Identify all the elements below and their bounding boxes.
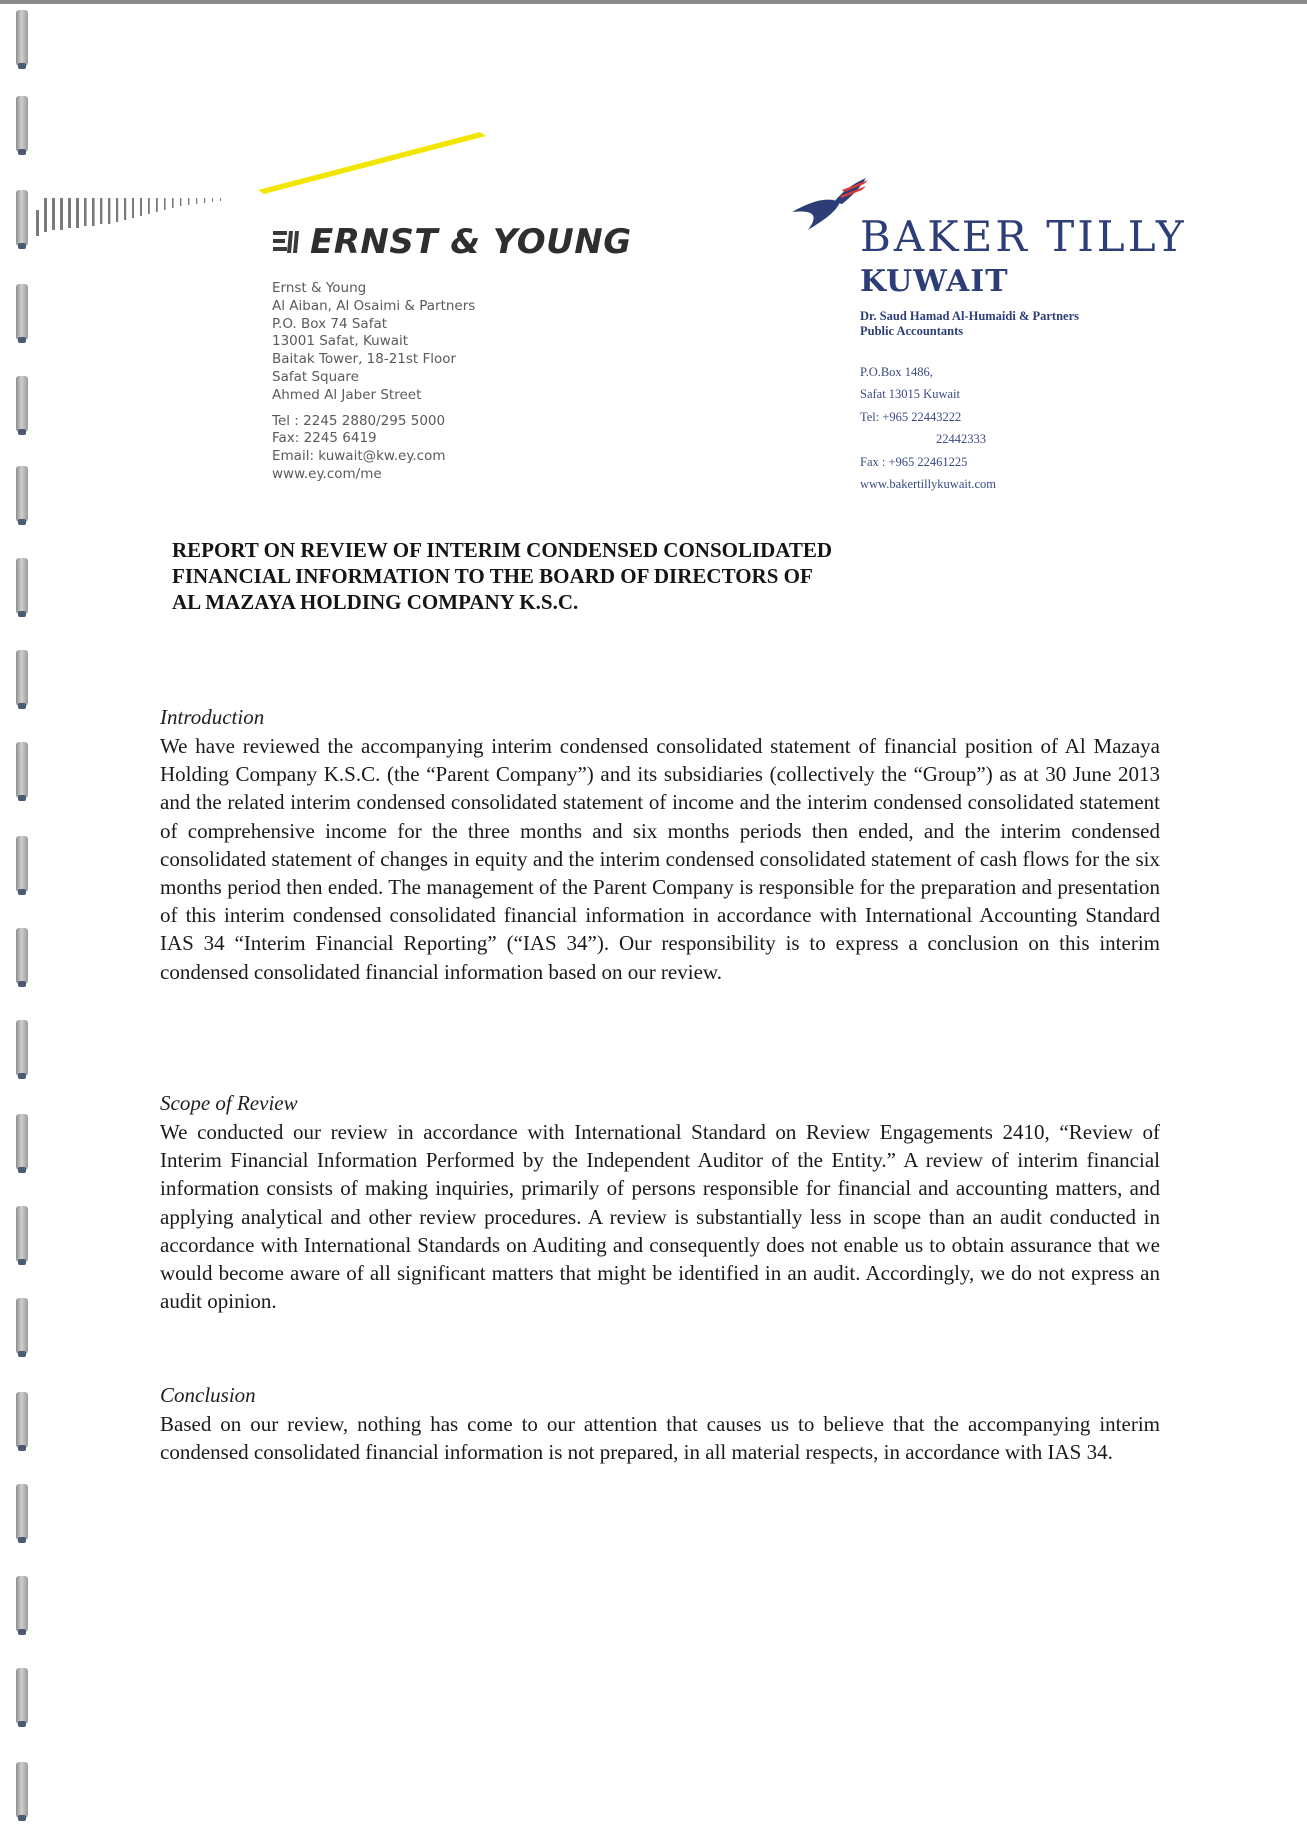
- ey-address-line: Ernst & Young: [272, 280, 367, 296]
- baker-tilly-partners-line: Dr. Saud Hamad Al-Humaidi & Partners: [860, 309, 1080, 323]
- baker-tilly-address-block: [860, 361, 1100, 495]
- ey-logo-mark-icon: [272, 227, 302, 257]
- scope-text: We conducted our review in accordance with International Standard on Review Engagements 2410, “Review of Interim Financial Information Performed by the Independent Auditor of the Entity.” A review of interim financial information consists of making inquiries, primarily of persons responsible for financial and accounting matters, and applying analytical and other review procedures. A review is substantially less in scope than an audit conducted in accordance with International Standards on Auditing and consequently does not enable us to obtain assurance that we would become aware of all significant matters that might be identified in an audit. Accordingly, we do not express an audit opinion.: [160, 1120, 1160, 1314]
- scope-section: [160, 1090, 1160, 1315]
- baker-tilly-bird-icon: [790, 172, 870, 234]
- conclusion-text: Based on our review, nothing has come to our attention that causes us to believe that the accompanying interim condensed consolidated financial information is not prepared, in all material respects, in accordance with IAS 34.: [160, 1412, 1160, 1465]
- report-title-line: FINANCIAL INFORMATION TO THE BOARD OF DIRECTORS OF: [172, 564, 813, 588]
- ey-address-line: P.O. Box 74 Safat: [272, 315, 388, 332]
- introduction-heading: Introduction: [160, 705, 265, 729]
- ey-yellow-beam: [258, 128, 488, 198]
- ey-address-line: Safat Square: [272, 368, 359, 385]
- baker-tilly-partners: [860, 309, 1079, 339]
- conclusion-heading: Conclusion: [160, 1383, 256, 1407]
- ey-contact-line: Fax: 2245 6419: [272, 430, 377, 447]
- baker-tilly-name: BAKER TILLY: [860, 212, 1187, 261]
- baker-tilly-partners-line: Public Accountants: [860, 324, 964, 338]
- report-title-line: REPORT ON REVIEW OF INTERIM CONDENSED CONSOLIDATED: [172, 538, 833, 562]
- report-title: [172, 537, 1072, 615]
- ey-contact-line: Tel : 2245 2880/295 5000: [272, 412, 446, 429]
- scan-top-edge: [0, 0, 1307, 4]
- bt-city: Safat 13015 Kuwait: [860, 387, 960, 402]
- ey-logo: [272, 222, 632, 262]
- bt-pobox: P.O.Box 1486,: [860, 365, 933, 379]
- baker-tilly-country: KUWAIT: [860, 264, 1009, 299]
- bt-fax: Fax : +965 22461225: [860, 454, 968, 469]
- bt-tel-2: 22442333: [936, 432, 986, 447]
- conclusion-section: [160, 1382, 1160, 1466]
- ey-website[interactable]: www.ey.com/me: [272, 465, 382, 482]
- bt-tel: Tel: +965 22443222: [860, 409, 962, 424]
- ey-address-line: Ahmed Al Jaber Street: [272, 386, 422, 403]
- ey-barcode-stripes: [36, 192, 266, 236]
- report-title-line: AL MAZAYA HOLDING COMPANY K.S.C.: [172, 590, 579, 614]
- binding-rings: [8, 0, 36, 1841]
- ey-address-line: Baitak Tower, 18-21st Floor: [272, 351, 457, 368]
- introduction-section: [160, 704, 1160, 986]
- ey-address-line: 13001 Safat, Kuwait: [272, 333, 409, 350]
- ey-address-block: [272, 280, 592, 484]
- scope-heading: Scope of Review: [160, 1091, 298, 1115]
- bt-website[interactable]: www.bakertillykuwait.com: [860, 477, 996, 492]
- ey-address-line: Al Aiban, Al Osaimi & Partners: [272, 297, 476, 314]
- ey-company-name: ERNST & YOUNG: [310, 222, 632, 262]
- ey-email[interactable]: Email: kuwait@kw.ey.com: [272, 448, 446, 465]
- introduction-text: We have reviewed the accompanying interim condensed consolidated statement of financial position of Al Mazaya Holding Company K.S.C. (the “Parent Company”) and its subsidiaries (collectively the “Group”) as at 30 June 2013 and the related interim condensed consolidated statement of income and the interim condensed consolidated statement of comprehensive income for the three months and six months periods then ended, and the interim condensed consolidated statement of changes in equity and the interim condensed consolidated statement of cash flows for the six months period then ended. The management of the Parent Company is responsible for the preparation and presentation of this interim condensed consolidated financial information in accordance with International Accounting Standard IAS 34 “Interim Financial Reporting” (“IAS 34”). Our responsibility is to express a conclusion on this interim condensed consolidated financial information based on our review.: [160, 734, 1160, 984]
